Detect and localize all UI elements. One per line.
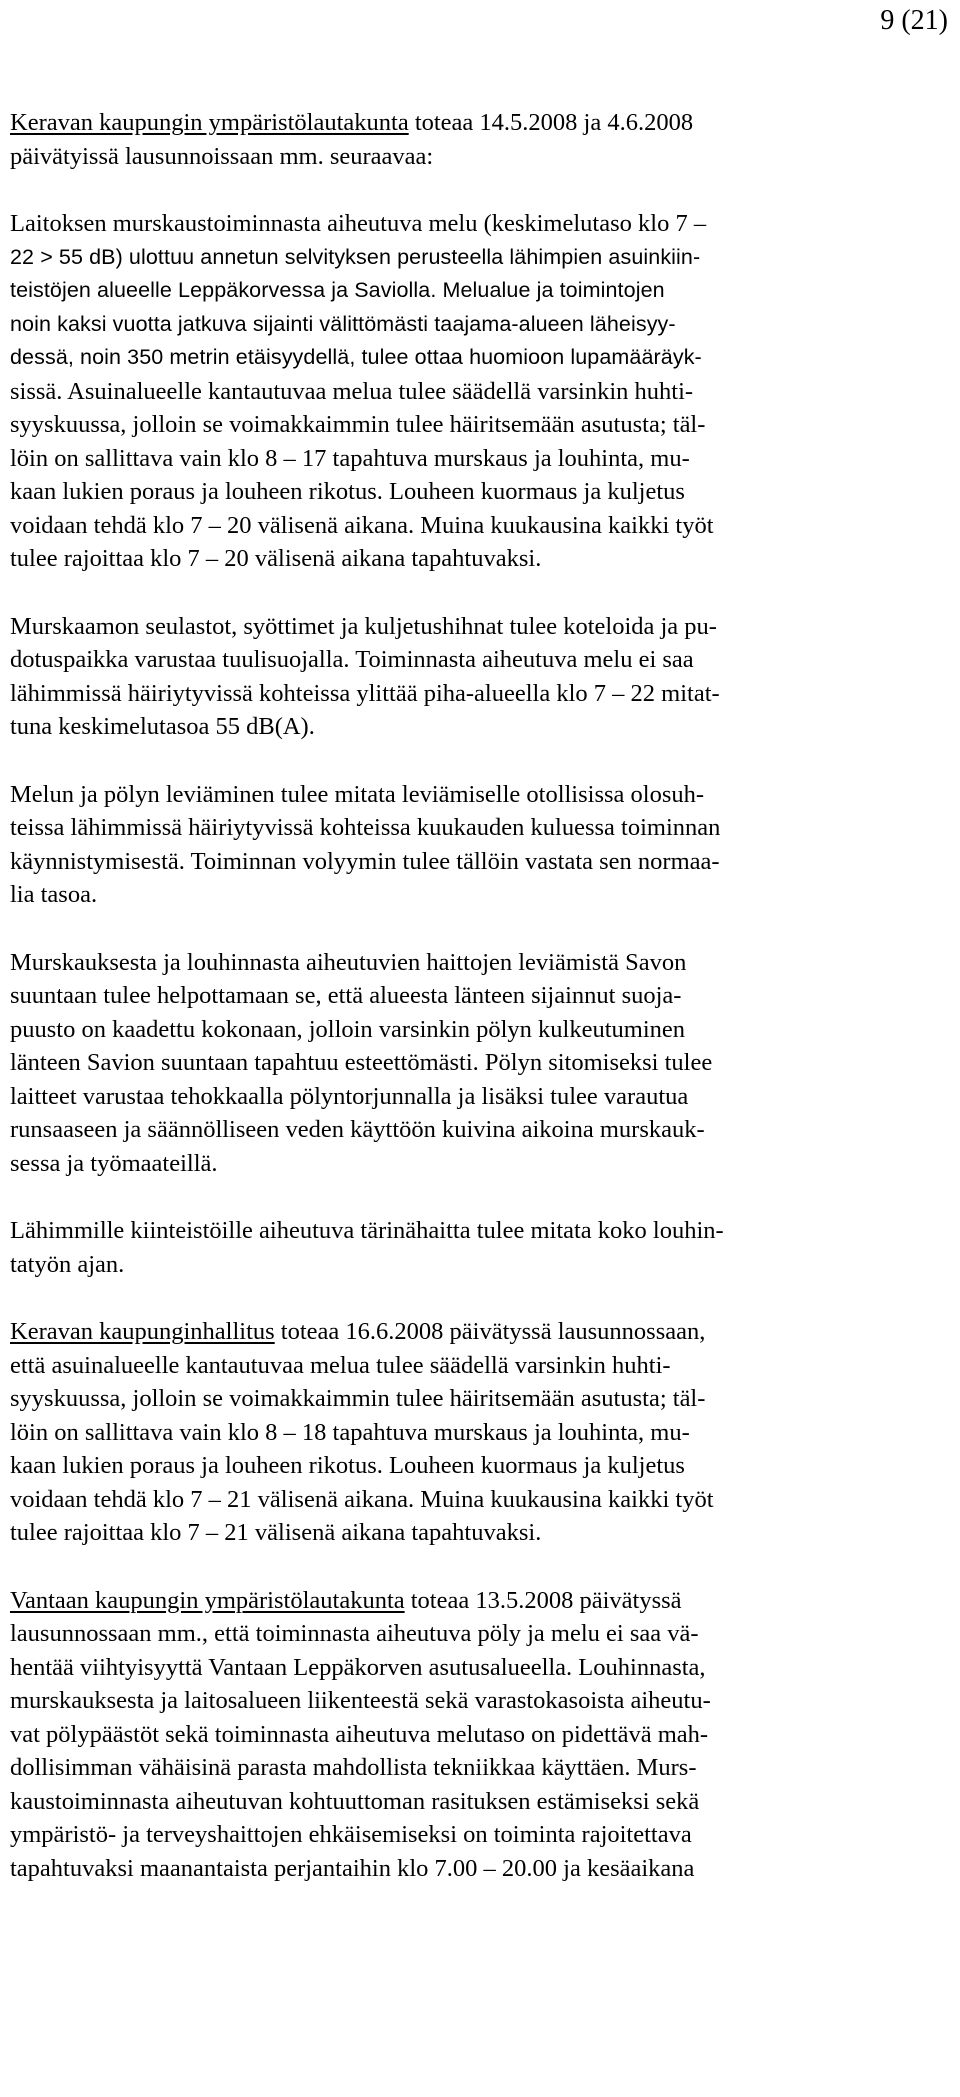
text-line: länteen Savion suuntaan tapahtuu esteettömästi. Pölyn sitomiseksi tulee bbox=[10, 1049, 713, 1076]
text-line: tatyön ajan. bbox=[10, 1250, 125, 1278]
text-line: Laitoksen murskaustoiminnasta aiheutuva melu (keskimelutaso klo 7 – bbox=[10, 210, 707, 237]
text-line: tapahtuvaksi maanantaista perjantaihin klo 7.00 – 20.00 ja kesäaikana bbox=[10, 1854, 695, 1882]
text-line: Melun ja pölyn leviäminen tulee mitata leviämiselle otollisissa olosuh- bbox=[10, 780, 705, 808]
text-line: kaustoiminnasta aiheutuvan kohtuuttoman rasituksen estämiseksi sekä bbox=[10, 1787, 700, 1815]
text-line: dollisimman vähäisinä parasta mahdollista tekniikkaa käyttäen. Murs- bbox=[10, 1754, 697, 1781]
paragraph bbox=[10, 778, 950, 912]
text-line: syyskuussa, jolloin se voimakkaimmin tulee häiritsemään asutusta; täl- bbox=[10, 411, 706, 438]
text-line: Lähimmille kiinteistöille aiheutuva tärinähaitta tulee mitata koko louhin- bbox=[10, 1217, 724, 1244]
text-line: suuntaan tulee helpottamaan se, että alueesta länteen sijainnut suoja- bbox=[10, 982, 682, 1009]
text-line: teistöjen alueelle Leppäkorvessa ja Saviolla. Melualue ja toimintojen bbox=[10, 278, 665, 302]
text-line: lia tasoa. bbox=[10, 881, 98, 908]
text-line bbox=[10, 1315, 950, 1349]
text-line: 22 > 55 dB) ulottuu annetun selvityksen perusteella lähimpien asuinkiin- bbox=[10, 244, 701, 269]
line-text: toteaa 16.6.2008 päivätyssä lausunnossaan, bbox=[274, 1318, 706, 1345]
text-line: tulee rajoittaa klo 7 – 20 välisenä aikana tapahtuvaksi. bbox=[10, 545, 542, 572]
text-line: runsaaseen ja säännölliseen veden käyttöön kuivina aikoina murskauk- bbox=[10, 1116, 705, 1143]
text-line: vat pölypäästöt sekä toiminnasta aiheutuva melutaso on pidettävä mah- bbox=[10, 1720, 709, 1748]
paragraph bbox=[10, 1315, 950, 1550]
paragraph bbox=[10, 106, 950, 173]
text-line: kaan lukien poraus ja louheen rikotus. Louheen kuormaus ja kuljetus bbox=[10, 478, 685, 505]
text-line bbox=[10, 1584, 950, 1618]
text-line: tuna keskimelutasoa 55 dB(A). bbox=[10, 713, 315, 740]
text-line: hentää viihtyisyyttä Vantaan Leppäkorven asutusalueella. Louhinnasta, bbox=[10, 1653, 706, 1681]
text-line: käynnistymisestä. Toiminnan volyymin tulee tällöin vastata sen normaa- bbox=[10, 847, 720, 875]
text-line: murskauksesta ja laitosalueen liikenteestä sekä varastokasoista aiheutu- bbox=[10, 1687, 711, 1714]
page-number: 9 (21) bbox=[880, 5, 948, 36]
text-line: löin on sallittava vain klo 8 – 18 tapahtuva murskaus ja louhinta, mu- bbox=[10, 1418, 690, 1446]
text-line: lähimmissä häiriytyvissä kohteissa ylittää piha-alueella klo 7 – 22 mitat- bbox=[10, 679, 720, 707]
document-body bbox=[10, 106, 950, 1919]
paragraph bbox=[10, 946, 950, 1181]
organization-name: Keravan kaupunginhallitus bbox=[10, 1318, 275, 1345]
text-line: voidaan tehdä klo 7 – 21 välisenä aikana. Muina kuukausina kaikki työt bbox=[10, 1485, 714, 1513]
text-line: ympäristö- ja terveyshaittojen ehkäisemiseksi on toiminta rajoitettava bbox=[10, 1821, 692, 1848]
text-line: päivätyissä lausunnoissaan mm. seuraavaa: bbox=[10, 142, 434, 170]
text-line: sissä. Asuinalueelle kantautuvaa melua tulee säädellä varsinkin huhti- bbox=[10, 377, 694, 405]
line-text: toteaa 14.5.2008 ja 4.6.2008 bbox=[408, 109, 694, 136]
text-line: teissa lähimmissä häiriytyvissä kohteissa kuukauden kuluessa toiminnan bbox=[10, 814, 721, 841]
text-line: Murskauksesta ja louhinnasta aiheutuvien haittojen leviämistä Savon bbox=[10, 948, 687, 976]
text-line: puusto on kaadettu kokonaan, jolloin varsinkin pölyn kulkeutuminen bbox=[10, 1015, 686, 1043]
organization-name: Keravan kaupungin ympäristölautakunta bbox=[10, 109, 409, 136]
text-line: Murskaamon seulastot, syöttimet ja kuljetushihnat tulee koteloida ja pu- bbox=[10, 612, 717, 640]
text-line: dotuspaikka varustaa tuulisuojalla. Toiminnasta aiheutuva melu ei saa bbox=[10, 646, 694, 673]
text-line: laitteet varustaa tehokkaalla pölyntorjunnalla ja lisäksi tulee varautua bbox=[10, 1082, 689, 1110]
paragraph bbox=[10, 1584, 950, 1886]
text-line: lausunnossaan mm., että toiminnasta aiheutuva pöly ja melu ei saa vä- bbox=[10, 1620, 699, 1647]
text-line: noin kaksi vuotta jatkuva sijainti välittömästi taajama-alueen läheisyy- bbox=[10, 311, 676, 336]
text-line: tulee rajoittaa klo 7 – 21 välisenä aikana tapahtuvaksi. bbox=[10, 1519, 542, 1546]
text-line: löin on sallittava vain klo 8 – 17 tapahtuva murskaus ja louhinta, mu- bbox=[10, 444, 690, 472]
text-line bbox=[10, 106, 950, 140]
text-line: että asuinalueelle kantautuvaa melua tulee säädellä varsinkin huhti- bbox=[10, 1351, 671, 1379]
organization-name: Vantaan kaupungin ympäristölautakunta bbox=[10, 1586, 405, 1614]
text-line: dessä, noin 350 metrin etäisyydellä, tulee ottaa huomioon lupamääräyk- bbox=[10, 345, 702, 369]
paragraph bbox=[10, 610, 950, 744]
text-line: kaan lukien poraus ja louheen rikotus. Louheen kuormaus ja kuljetus bbox=[10, 1452, 685, 1479]
text-line: syyskuussa, jolloin se voimakkaimmin tulee häiritsemään asutusta; täl- bbox=[10, 1385, 706, 1412]
paragraph bbox=[10, 1214, 950, 1281]
text-line: voidaan tehdä klo 7 – 20 välisenä aikana. Muina kuukausina kaikki työt bbox=[10, 511, 714, 539]
line-text: toteaa 13.5.2008 päivätyssä bbox=[404, 1586, 682, 1614]
text-line: sessa ja työmaateillä. bbox=[10, 1149, 218, 1177]
paragraph bbox=[10, 207, 950, 576]
